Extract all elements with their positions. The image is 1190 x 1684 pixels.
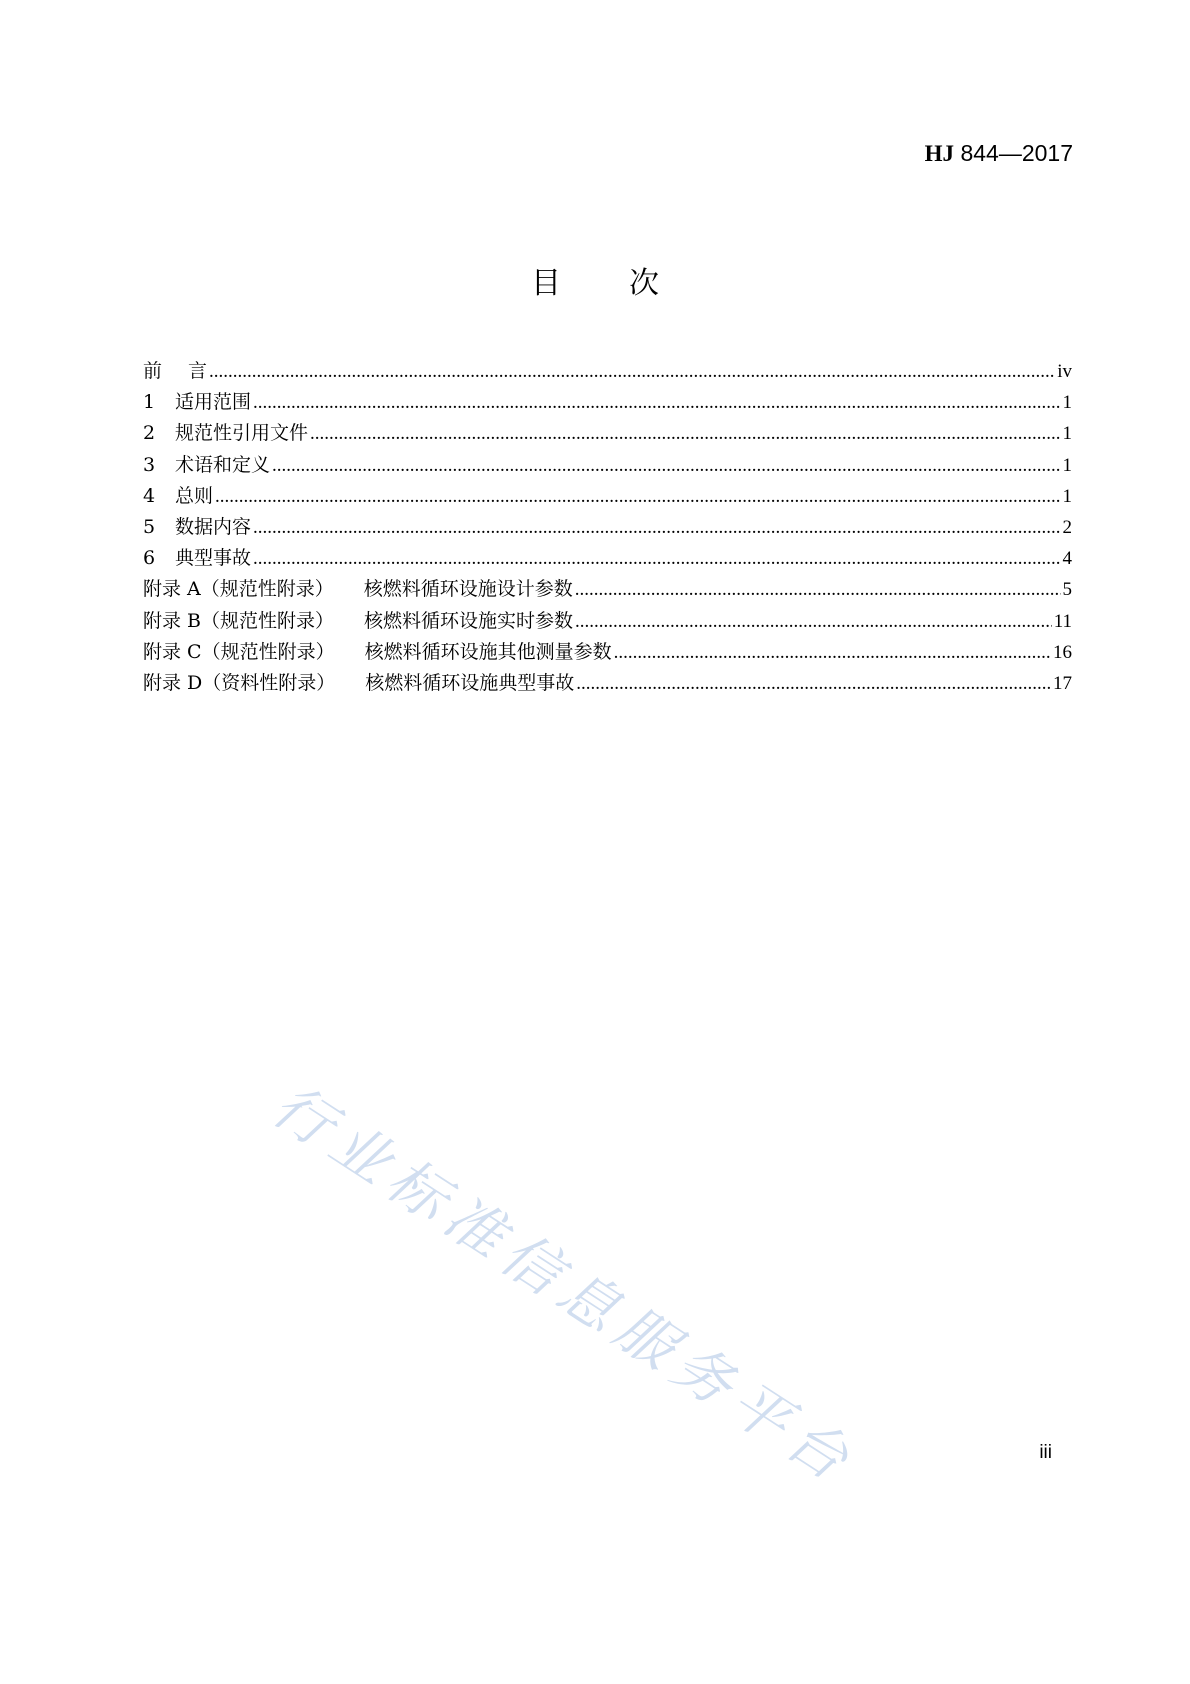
toc-entry-title: 核燃料循环设施实时参数 <box>364 609 574 632</box>
toc-entry-appendix-c[interactable] <box>143 637 1072 668</box>
toc-entry-number: 2 <box>143 422 156 445</box>
toc-entry-page: 5 <box>1062 579 1072 601</box>
toc-leader-dots <box>253 387 1060 418</box>
toc-entry-2[interactable] <box>143 418 1072 449</box>
toc-entry-page: 11 <box>1053 610 1072 632</box>
toc-entry-title: 核燃料循环设施其他测量参数 <box>364 640 612 663</box>
toc-leader-dots <box>576 668 1051 699</box>
toc-entry-page: 1 <box>1062 392 1072 414</box>
standard-code <box>925 140 1073 167</box>
toc-entry-page: 4 <box>1062 548 1072 570</box>
toc-entry-appendix-d[interactable] <box>143 668 1072 699</box>
toc-entry-3[interactable] <box>143 450 1072 481</box>
toc-entry-4[interactable] <box>143 481 1072 512</box>
toc-entry-page: 17 <box>1053 672 1072 694</box>
toc-entry-number: 3 <box>143 453 156 476</box>
toc-entry-label <box>143 543 251 574</box>
toc-appendix-prefix: 附录 D（资料性附录） <box>143 671 336 694</box>
toc-entry-label <box>143 481 213 512</box>
toc-entry-label <box>143 418 308 449</box>
toc-leader-dots <box>253 543 1060 574</box>
toc-entry-label <box>143 512 251 543</box>
toc-entry-label: 前 言 <box>143 360 208 382</box>
toc-leader-dots <box>272 450 1060 481</box>
toc-entry-label <box>143 668 574 699</box>
toc-entry-title: 总则 <box>175 484 214 507</box>
toc-entry-label <box>143 637 612 668</box>
toc-appendix-prefix: 附录 B（规范性附录） <box>143 609 335 632</box>
toc-entry-title: 术语和定义 <box>175 453 271 476</box>
toc-entry-number: 6 <box>143 547 156 570</box>
toc-entry-1[interactable] <box>143 387 1072 418</box>
toc-entry-number: 1 <box>143 391 156 414</box>
toc-leader-dots <box>215 481 1060 512</box>
toc-entry-label <box>143 450 270 481</box>
toc-appendix-prefix: 附录 A（规范性附录） <box>143 578 334 601</box>
toc-entry-6[interactable] <box>143 543 1072 574</box>
standard-number: 844—2017 <box>960 140 1073 166</box>
toc-entry-title: 核燃料循环设施设计参数 <box>363 578 573 601</box>
toc-leader-dots <box>209 356 1055 387</box>
toc-entry-label <box>143 606 573 637</box>
toc-leader-dots <box>614 637 1051 668</box>
standard-prefix: HJ <box>924 141 955 166</box>
toc-leader-dots <box>575 574 1061 605</box>
toc-entry-number: 5 <box>143 515 156 538</box>
toc-entry-title: 规范性引用文件 <box>175 422 309 445</box>
toc-entry-page: 16 <box>1053 641 1072 663</box>
page-title: 目次 <box>531 266 727 301</box>
toc-appendix-prefix: 附录 C（规范性附录） <box>143 640 335 663</box>
toc-entry-label <box>143 387 251 418</box>
toc-entry-title: 适用范围 <box>175 391 252 414</box>
toc-entry-appendix-b[interactable] <box>143 606 1072 637</box>
toc-entry-page: 1 <box>1062 423 1072 445</box>
toc-entry-page: 1 <box>1062 454 1072 476</box>
toc-entry-page: 2 <box>1062 516 1072 538</box>
toc-entry-5[interactable] <box>143 512 1072 543</box>
toc-entry-title: 核燃料循环设施典型事故 <box>365 671 575 694</box>
toc-leader-dots <box>310 418 1060 449</box>
toc-entry-label <box>143 574 573 605</box>
toc-entry-title: 典型事故 <box>175 547 252 570</box>
toc-entry-page: 1 <box>1062 485 1072 507</box>
toc-entry-appendix-a[interactable] <box>143 574 1072 605</box>
toc-entry-page: iv <box>1057 361 1072 382</box>
toc-entry-title: 数据内容 <box>175 515 252 538</box>
toc-leader-dots <box>253 512 1060 543</box>
toc-entry-preface[interactable] <box>143 356 1072 387</box>
toc-entry-number: 4 <box>143 484 156 507</box>
toc-leader-dots <box>575 606 1052 637</box>
page-number: iii <box>1039 1442 1052 1463</box>
table-of-contents <box>143 356 1072 699</box>
watermark-text: 行业标准信息服务平台 <box>260 1070 869 1499</box>
